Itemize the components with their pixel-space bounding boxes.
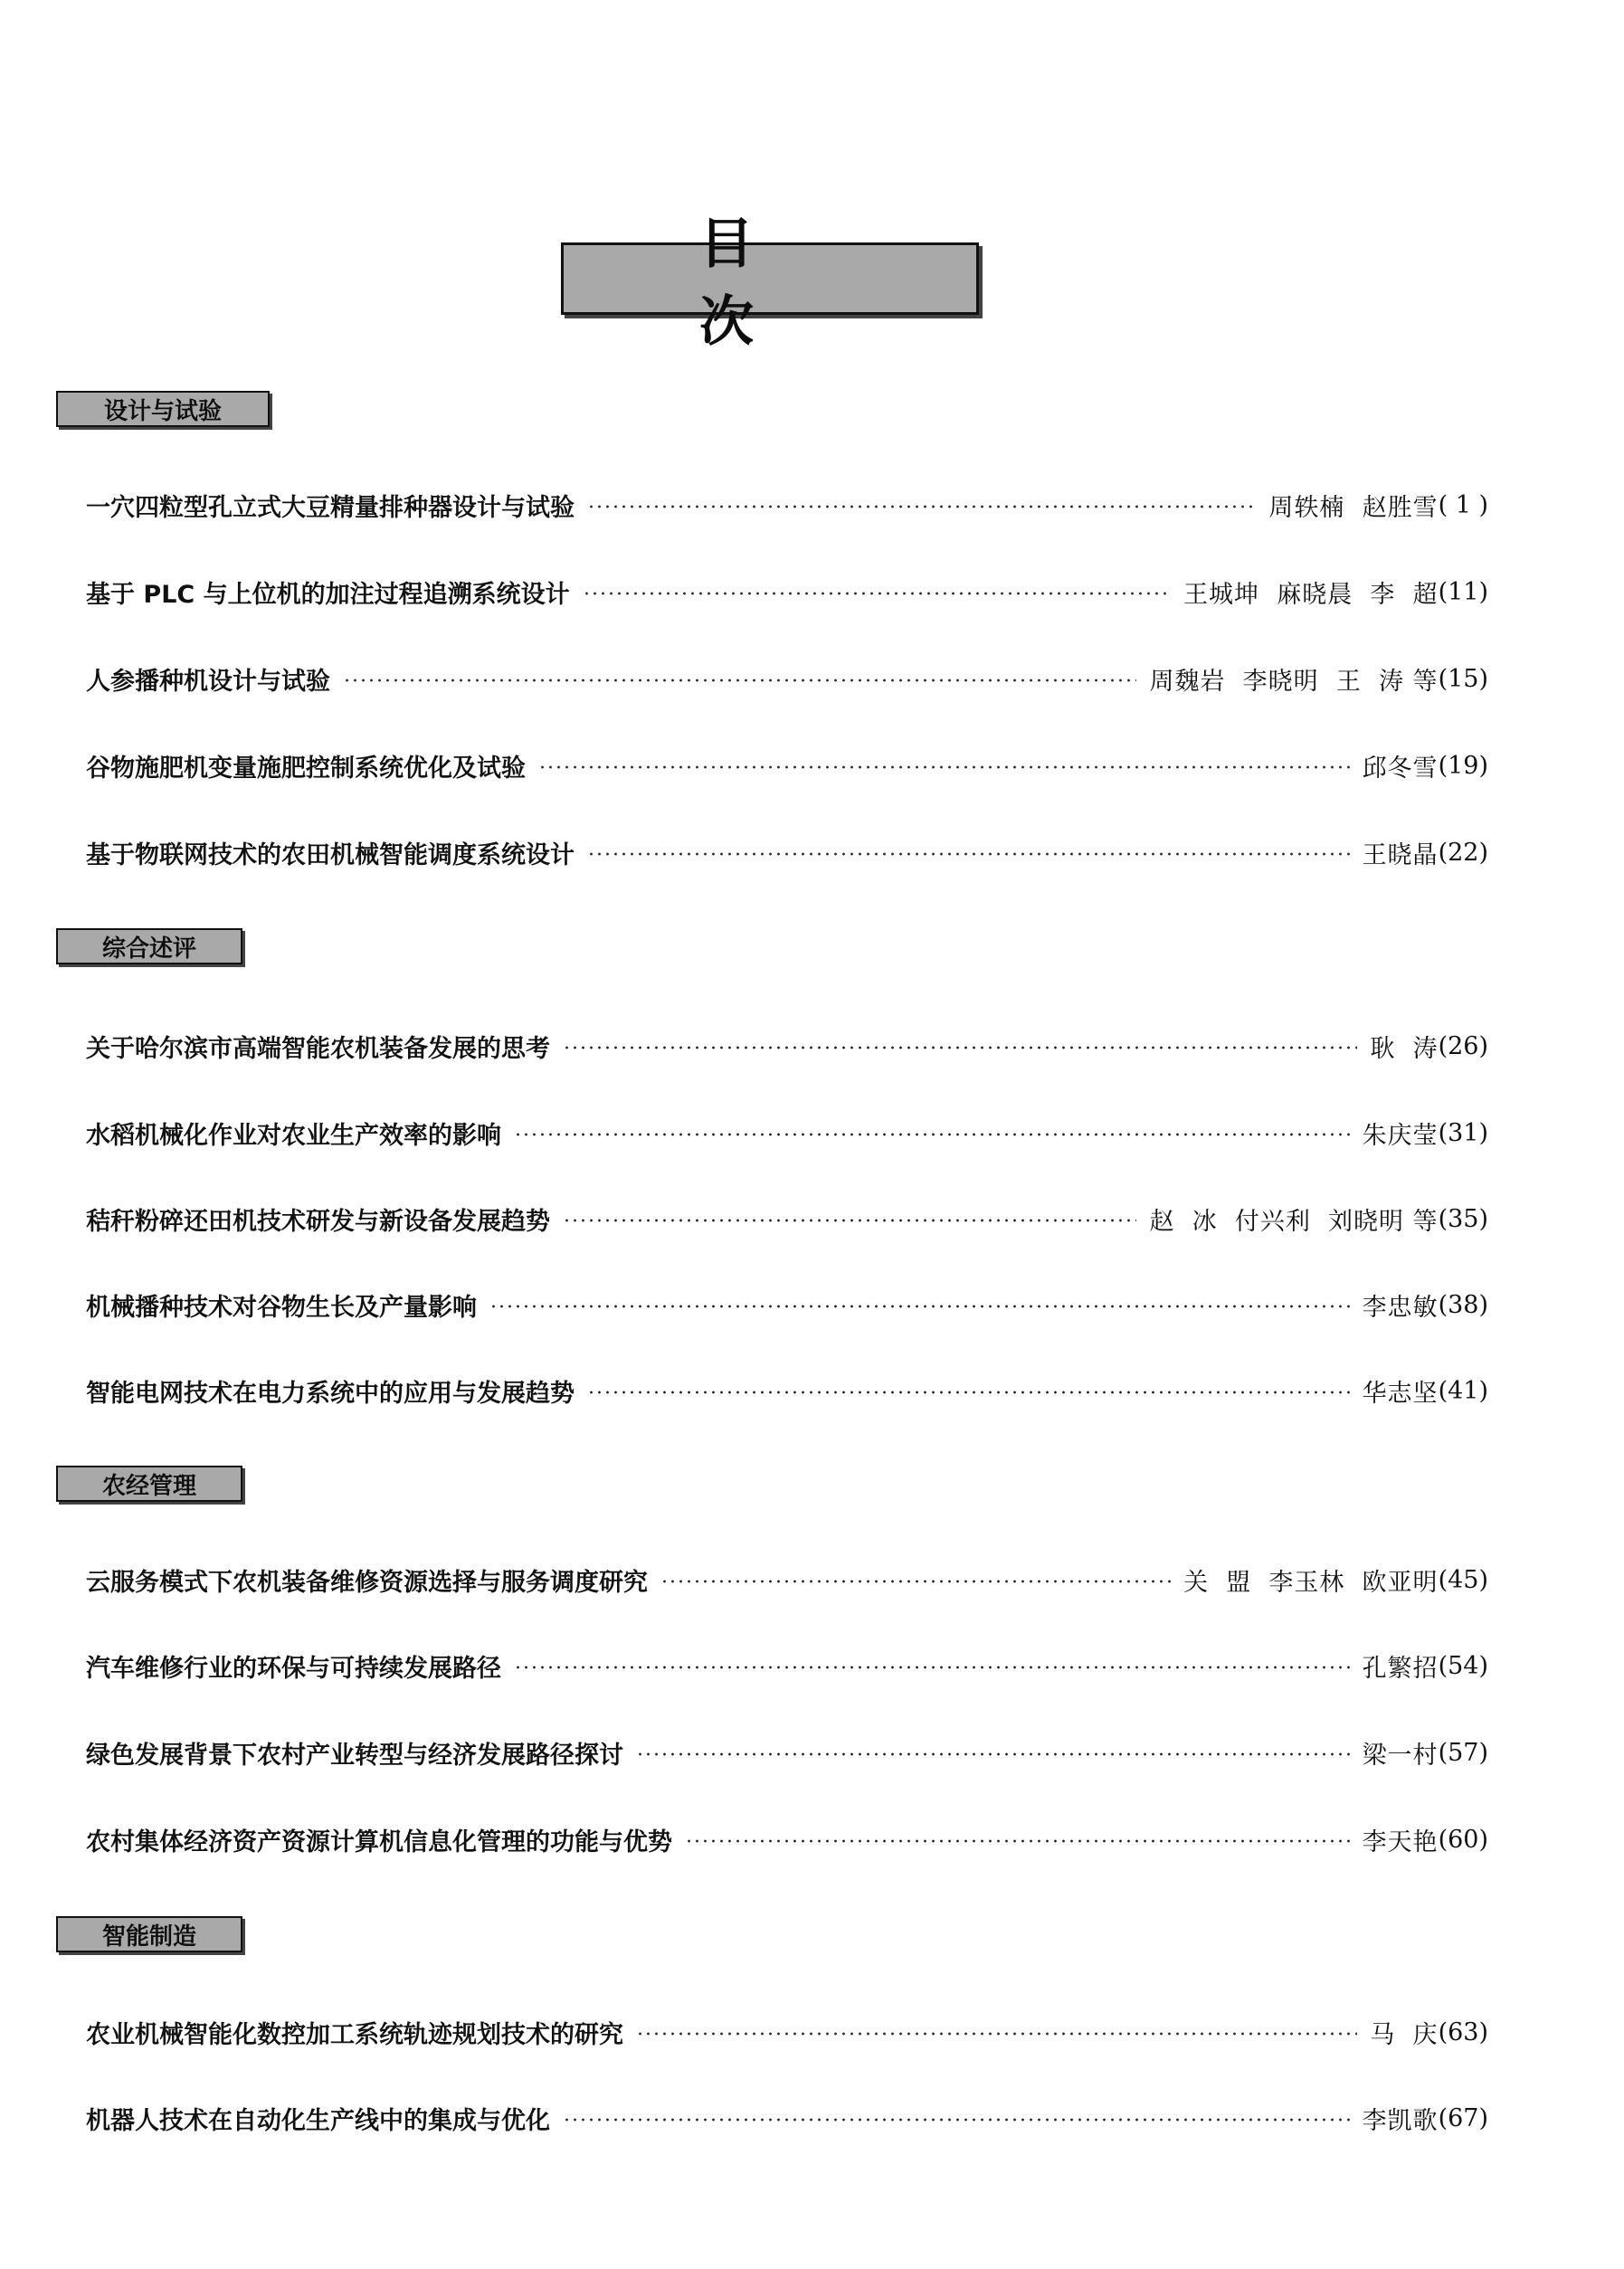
dot-leader: [636, 2032, 1357, 2036]
entry-page: ( 1 ): [1438, 490, 1488, 519]
entry-authors: 邱冬雪: [1362, 754, 1439, 783]
section-label-review: 综合述评: [56, 928, 242, 964]
toc-entry[interactable]: [86, 487, 1488, 523]
entry-authors: 王城坤 麻晓晨 李 超: [1183, 580, 1439, 609]
entry-authors: 朱庆莹: [1362, 1121, 1439, 1150]
toc-entry[interactable]: [86, 1562, 1488, 1598]
toc-entry[interactable]: [86, 574, 1488, 610]
entry-title: 农业机械智能化数控加工系统轨迹规划技术的研究: [86, 2020, 623, 2049]
entry-page: (15): [1438, 664, 1488, 693]
entry-title: 人参播种机设计与试验: [86, 667, 330, 696]
dot-leader: [563, 1046, 1357, 1049]
section-label-design-test: 设计与试验: [56, 391, 270, 427]
entry-page: (19): [1438, 751, 1488, 780]
toc-entry[interactable]: [86, 2100, 1488, 2136]
entry-title: 水稻机械化作业对农业生产效率的影响: [86, 1121, 501, 1150]
entry-title: 谷物施肥机变量施肥控制系统优化及试验: [86, 754, 526, 783]
entry-authors: 耿 涛: [1370, 1034, 1439, 1063]
entry-title: 绿色发展背景下农村产业转型与经济发展路径探讨: [86, 1741, 623, 1770]
section-label-agri-econ: 农经管理: [56, 1466, 242, 1502]
dot-leader: [583, 592, 1171, 595]
entry-authors: 梁一村: [1362, 1741, 1439, 1770]
entry-authors: 孔繁招: [1362, 1654, 1439, 1683]
section-label-smart-mfg: 智能制造: [56, 1916, 242, 1952]
entry-authors: 李天艳: [1362, 1828, 1439, 1856]
page-title: [561, 213, 979, 354]
toc-entry[interactable]: [86, 747, 1488, 783]
dot-leader: [563, 1219, 1136, 1222]
toc-entry[interactable]: [86, 1372, 1488, 1409]
entry-title: 机械播种技术对谷物生长及产量影响: [86, 1293, 477, 1322]
dot-leader: [343, 679, 1136, 682]
toc-entry[interactable]: [86, 1286, 1488, 1323]
entry-title: 基于物联网技术的农田机械智能调度系统设计: [86, 840, 575, 869]
toc-entry[interactable]: [86, 1028, 1488, 1064]
entry-page: (31): [1438, 1118, 1488, 1147]
toc-entry[interactable]: [86, 1115, 1488, 1151]
dot-leader: [538, 765, 1350, 769]
dot-leader: [587, 1391, 1350, 1394]
toc-entry[interactable]: [86, 660, 1488, 697]
entry-authors: 李忠敏: [1362, 1293, 1439, 1322]
toc-entry[interactable]: [86, 834, 1488, 870]
entry-page: (54): [1438, 1651, 1488, 1680]
entry-page: (67): [1438, 2103, 1488, 2132]
entry-page: (35): [1438, 1204, 1488, 1233]
dot-leader: [514, 1666, 1350, 1669]
entry-authors: 马 庆: [1370, 2020, 1439, 2049]
entry-title: 智能电网技术在电力系统中的应用与发展趋势: [86, 1379, 575, 1408]
entry-page: (22): [1438, 838, 1488, 867]
toc-entry[interactable]: [86, 1647, 1488, 1684]
entry-authors: 周轶楠 赵胜雪: [1268, 493, 1439, 522]
entry-authors: 周魏岩 李晓明 王 涛 等: [1149, 667, 1439, 696]
toc-entry[interactable]: [86, 1201, 1488, 1237]
entry-title: 农村集体经济资产资源计算机信息化管理的功能与优势: [86, 1828, 672, 1856]
entry-title: 秸秆粉碎还田机技术研发与新设备发展趋势: [86, 1207, 550, 1236]
entry-title: 关于哈尔滨市高端智能农机装备发展的思考: [86, 1034, 550, 1063]
dot-leader: [563, 2118, 1350, 2122]
entry-page: (60): [1438, 1825, 1488, 1854]
dot-leader: [514, 1133, 1350, 1136]
entry-title: 云服务模式下农机装备维修资源选择与服务调度研究: [86, 1568, 648, 1597]
toc-entry[interactable]: [86, 2014, 1488, 2050]
entry-authors: 王晓晶: [1362, 840, 1439, 869]
entry-authors: 关 盟 李玉林 欧亚明: [1183, 1568, 1439, 1597]
entry-title: 一穴四粒型孔立式大豆精量排种器设计与试验: [86, 493, 575, 522]
toc-entry[interactable]: [86, 1821, 1488, 1857]
dot-leader: [489, 1305, 1350, 1308]
dot-leader: [660, 1580, 1171, 1583]
page-title-text: 目 次: [699, 213, 889, 354]
entry-title: 汽车维修行业的环保与可持续发展路径: [86, 1654, 501, 1683]
entry-page: (45): [1438, 1565, 1488, 1594]
dot-leader: [587, 852, 1350, 856]
entry-page: (38): [1438, 1290, 1488, 1319]
entry-authors: 李凯歌: [1362, 2106, 1439, 2135]
entry-page: (41): [1438, 1376, 1488, 1405]
dot-leader: [685, 1839, 1350, 1843]
dot-leader: [636, 1752, 1350, 1756]
entry-page: (11): [1438, 577, 1488, 606]
entry-title: 机器人技术在自动化生产线中的集成与优化: [86, 2106, 550, 2135]
entry-page: (63): [1438, 2017, 1488, 2046]
toc-entry[interactable]: [86, 1734, 1488, 1771]
entry-authors: 华志坚: [1362, 1379, 1439, 1408]
entry-page: (57): [1438, 1738, 1488, 1767]
entry-authors: 赵 冰 付兴利 刘晓明 等: [1149, 1207, 1439, 1236]
entry-title: 基于 PLC 与上位机的加注过程追溯系统设计: [86, 580, 570, 609]
dot-leader: [587, 505, 1256, 508]
entry-page: (26): [1438, 1031, 1488, 1060]
